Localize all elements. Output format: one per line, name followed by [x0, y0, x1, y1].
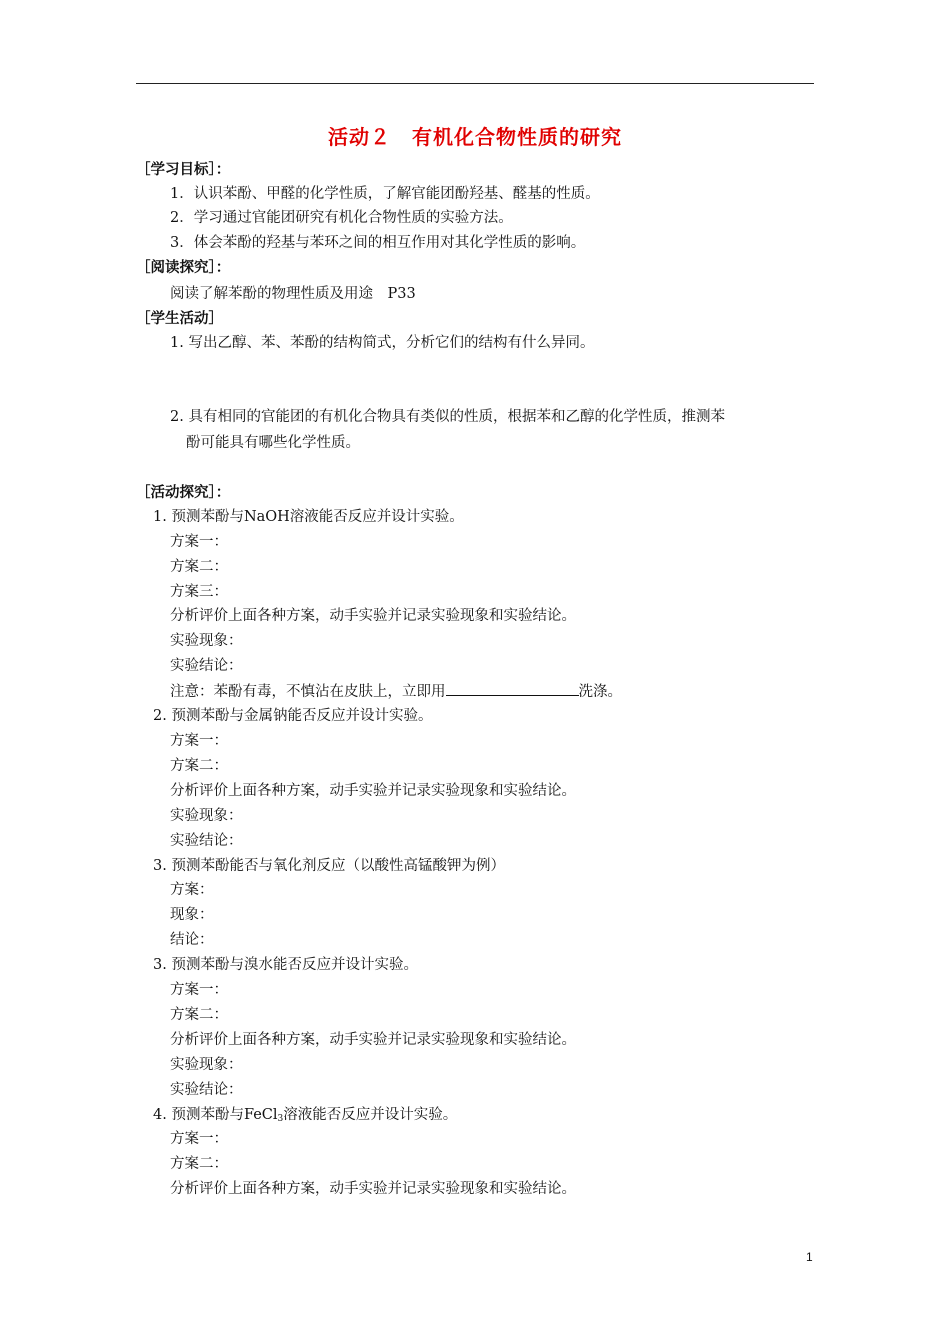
student-item-1: 1. 写出乙醇、苯、苯酚的结构简式，分析它们的结构有什么异同。 [170, 335, 595, 351]
q1-analyze: 分析评价上面各种方案，动手实验并记录实验现象和实验结论。 [170, 608, 576, 624]
page-title: 活动２ 有机化合物性质的研究 [328, 125, 622, 149]
q1-note-text: 注意：苯酚有毒，不慎沾在皮肤上，立即用 [170, 684, 446, 700]
goal-item-2: 2．学习通过官能团研究有机化合物性质的实验方法。 [170, 210, 513, 226]
q4-plan2: 方案二： [170, 1156, 228, 1172]
goals-heading: ［学习目标］： [136, 162, 231, 178]
q3a-conclusion: 结论： [170, 932, 214, 948]
q4-title-text: 4. 预测苯酚与FeCl [153, 1107, 278, 1123]
q1-note [170, 681, 622, 702]
fill-blank[interactable] [446, 681, 579, 696]
activity-heading: ［活动探究］： [136, 485, 231, 501]
reading-text: 阅读了解苯酚的物理性质及用途 P33 [170, 286, 416, 302]
q3a-plan: 方案： [170, 882, 214, 898]
q2-plan2: 方案二： [170, 758, 228, 774]
goal-item-3: 3．体会苯酚的羟基与苯环之间的相互作用对其化学性质的影响。 [170, 235, 586, 251]
page-number: 1 [806, 1250, 813, 1264]
q1-plan3: 方案三： [170, 584, 228, 600]
q1-note-end: 洗涤。 [578, 684, 622, 700]
q4-analyze: 分析评价上面各种方案，动手实验并记录实验现象和实验结论。 [170, 1181, 576, 1197]
q1-plan1: 方案一： [170, 534, 228, 550]
header-rule [136, 83, 814, 84]
q1-phenomenon: 实验现象： [170, 633, 243, 649]
q3b-plan2: 方案二： [170, 1007, 228, 1023]
reading-heading: ［阅读探究］： [136, 260, 231, 276]
q3a-phenomenon: 现象： [170, 907, 214, 923]
q2-phenomenon: 实验现象： [170, 808, 243, 824]
student-item-2-line2: 酚可能具有哪些化学性质。 [186, 435, 360, 451]
q3b-conclusion: 实验结论： [170, 1082, 243, 1098]
student-heading: ［学生活动］ [136, 311, 223, 327]
q4-title-rest: 溶液能否反应并设计实验。 [283, 1107, 458, 1123]
goal-item-1: 1．认识苯酚、甲醛的化学性质，了解官能团酚羟基、醛基的性质。 [170, 186, 600, 202]
q2-analyze: 分析评价上面各种方案，动手实验并记录实验现象和实验结论。 [170, 783, 576, 799]
q1-plan2: 方案二： [170, 559, 228, 575]
q1-conclusion: 实验结论： [170, 658, 243, 674]
q1-title: 1. 预测苯酚与NaOH溶液能否反应并设计实验。 [153, 509, 464, 525]
q3b-title: 3. 预测苯酚与溴水能否反应并设计实验。 [153, 957, 418, 973]
q4-title-subscript: 3 [277, 1114, 284, 1124]
q2-plan1: 方案一： [170, 733, 228, 749]
q3b-phenomenon: 实验现象： [170, 1057, 243, 1073]
student-item-2-line1: 2. 具有相同的官能团的有机化合物具有类似的性质，根据苯和乙醇的化学性质，推测苯 [170, 409, 725, 425]
q3b-analyze: 分析评价上面各种方案，动手实验并记录实验现象和实验结论。 [170, 1032, 576, 1048]
q2-conclusion: 实验结论： [170, 833, 243, 849]
q4-plan1: 方案一： [170, 1131, 228, 1147]
q4-title [153, 1105, 457, 1129]
q3b-plan1: 方案一： [170, 982, 228, 998]
q2-title: 2. 预测苯酚与金属钠能否反应并设计实验。 [153, 708, 433, 724]
q3a-title: 3. 预测苯酚能否与氧化剂反应（以酸性高锰酸钾为例） [153, 858, 505, 874]
